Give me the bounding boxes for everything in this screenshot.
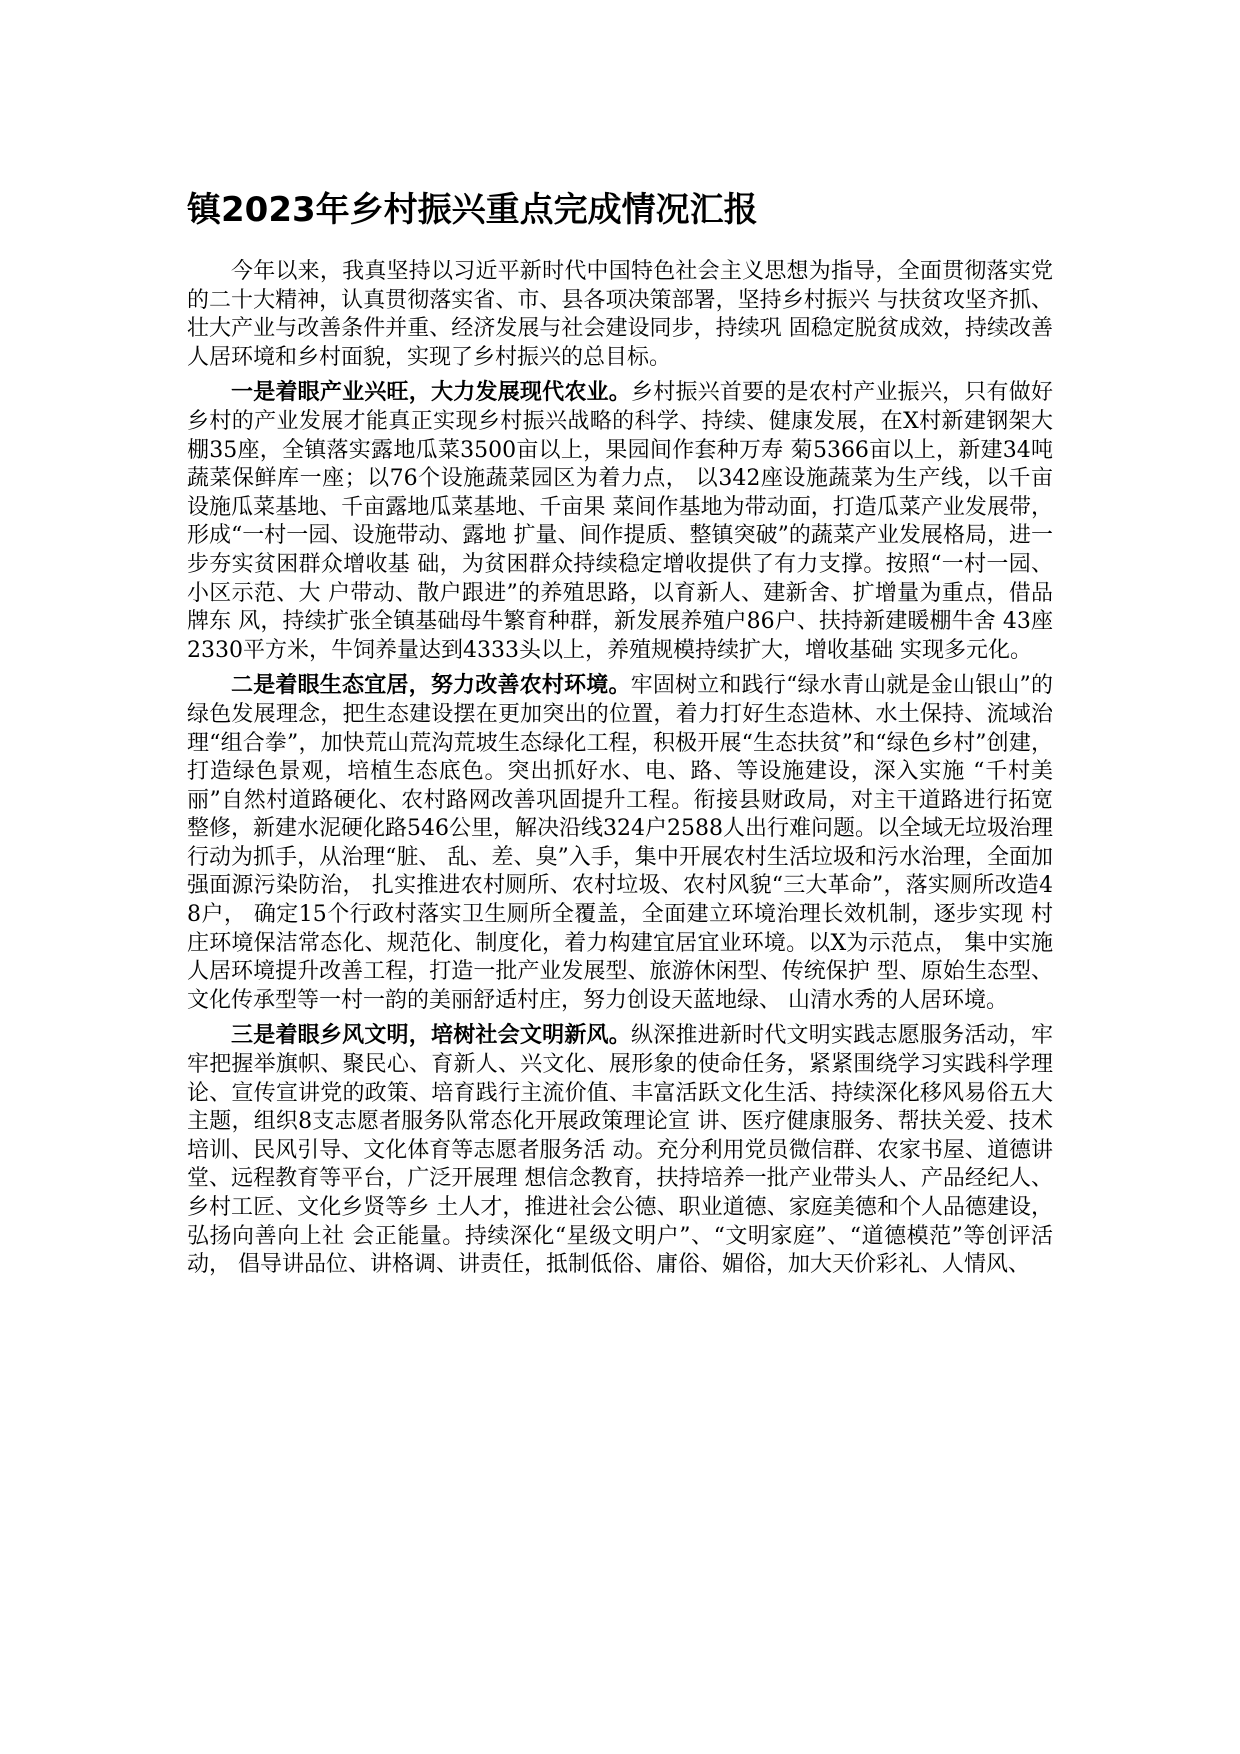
section-text: 纵深推进新时代文明实践志愿服务活动，牢牢把握举旗帜、聚民心、育新人、兴文化、展形象的使命任务，紧紧围绕学习实践科学理论、宣传宣讲党的政策、培育践行主流价值、丰富活跃文化生活、持续深化移风易俗五大主题，组织8支志愿者服务队常态化开展政策理论宣 讲、医疗健康服务、帮扶关爱、技术培训、民风引导、文化体育等志愿者服务活 动。充分利用党员微信群、农家书屋、道德讲堂、远程教育等平台，广泛开展理 想信念教育，扶持培养一批产业带头人、产品经纪人、乡村工匠、文化乡贤等乡 土人才，推进社会公德、职业道德、家庭美德和个人品德建设，弘扬向善向上社 会正能量。持续深化“星级文明户”、“文明家庭”、“道德模范”等创评活动， 倡导讲品位、讲格调、讲责任，抵制低俗、庸俗、媚俗，加大天价彩礼、人情风、 <box>187 1023 1053 1278</box>
document-body <box>187 258 1053 1286</box>
section-text: 牢固树立和践行“绿水青山就是金山银山”的绿色发展理念，把生态建设摆在更加突出的位置，着力打好生态造林、水土保持、流域治理“组合拳”，加快荒山荒沟荒坡生态绿化工程，积极开展“生态扶贫”和“绿色乡村”创建，打造绿色景观，培植生态底色。突出抓好水、电、路、等设施建设，深入实施 “千村美丽”自然村道路硬化、农村路网改善巩固提升工程。衔接县财政局，对主干道路进行拓宽整修，新建水泥硬化路546公里，解决沿线324户2588人出行难问题。以全域无垃圾治理行动为抓手，从治理“脏、 乱、差、臭”入手，集中开展农村生活垃圾和污水治理，全面加强面源污染防治， 扎实推进农村厕所、农村垃圾、农村风貌“三大革命”，落实厕所改造48户， 确定15个行政村落实卫生厕所全覆盖，全面建立环境治理长效机制，逐步实现 村庄环境保洁常态化、规范化、制度化，着力构建宜居宜业环境。以X为示范点， 集中实施人居环境提升改善工程，打造一批产业发展型、旅游休闲型、传统保护 型、原始生态型、文化传承型等一村一韵的美丽舒适村庄，努力创设天蓝地绿、 山清水秀的人居环境。 <box>187 673 1053 1013</box>
section-heading: 二是着眼生态宜居，努力改善农村环境。 <box>231 672 631 699</box>
section-text: 乡村振兴首要的是农村产业振兴，只有做好乡村的产业发展才能真正实现乡村振兴战略的科学、持续、健康发展，在X村新建钢架大棚35座，全镇落实露地瓜菜3500亩以上，果园间作套种万寿 菊5366亩以上，新建34吨蔬菜保鲜库一座；以76个设施蔬菜园区为着力点， 以342座设施蔬菜为生产线，以千亩设施瓜菜基地、千亩露地瓜菜基地、千亩果 菜间作基地为带动面，打造瓜菜产业发展带，形成“一村一园、设施带动、露地 扩量、间作提质、整镇突破”的蔬菜产业发展格局，进一步夯实贫困群众增收基 础，为贫困群众持续稳定增收提供了有力支撑。按照“一村一园、小区示范、大 户带动、散户跟进”的养殖思路，以育新人、建新舍、扩增量为重点，借品牌东 风，持续扩张全镇基础母牛繁育种群，新发展养殖户86户、扶持新建暖棚牛舍 43座2330平方米，牛饲养量达到4333头以上，养殖规模持续扩大，增收基础 实现多元化。 <box>187 380 1053 663</box>
intro-paragraph: 今年以来，我真坚持以习近平新时代中国特色社会主义思想为指导，全面贯彻落实党的二十大精神，认真贯彻落实省、市、县各项决策部署，坚持乡村振兴 与扶贫攻坚齐抓、壮大产业与改善条件并重、经济发展与社会建设同步，持续巩 固稳定脱贫成效，持续改善人居环境和乡村面貌，实现了乡村振兴的总目标。 <box>187 259 1053 370</box>
section-heading: 三是着眼乡风文明，培树社会文明新风。 <box>231 1022 631 1049</box>
section-paragraph-2 <box>187 671 1053 1015</box>
document-title: 镇2023年乡村振兴重点完成情况汇报 <box>187 190 758 230</box>
section-heading: 一是着眼产业兴旺，大力发展现代农业。 <box>231 379 631 406</box>
section-paragraph-1 <box>187 378 1053 665</box>
section-paragraph-3 <box>187 1021 1053 1279</box>
